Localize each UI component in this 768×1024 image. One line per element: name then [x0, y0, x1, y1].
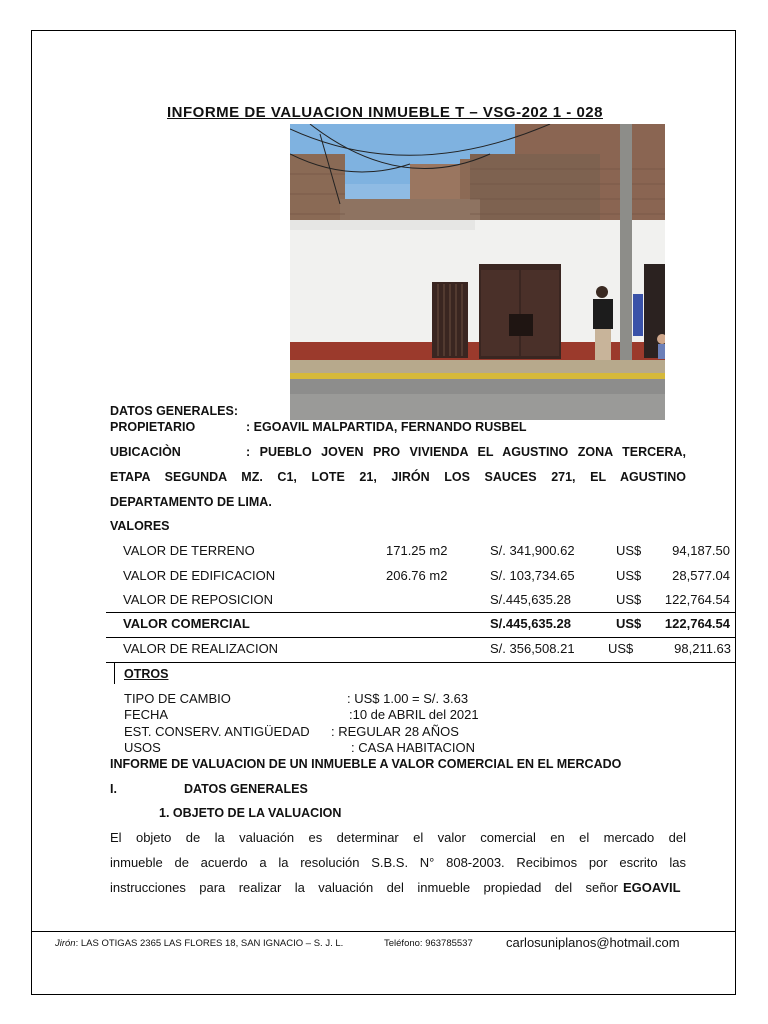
- footer-phone: Teléfono: 963785537: [384, 938, 473, 949]
- conservation-label: EST. CONSERV. ANTIGÜEDAD: [124, 724, 310, 739]
- use-value: : CASA HABITACION: [351, 740, 476, 755]
- report-heading: INFORME DE VALUACION DE UN INMUEBLE A VALOR COMERCIAL EN EL MERCADO: [110, 757, 622, 771]
- paragraph-line-3: instrucciones para realizar la valuación del inmueble propiedad del señor: [110, 880, 618, 895]
- value-row-reposicion: [106, 589, 736, 611]
- value-soles: S/. 103,734.65: [490, 568, 575, 583]
- value-usd: 98,211.63: [674, 641, 731, 656]
- footer-email: carlosuniplanos@hotmail.com: [506, 935, 680, 950]
- paragraph-line-2: inmueble de acuerdo a la resolución S.B.S. N° 808-2003. Recibimos por escrito las: [110, 855, 686, 870]
- value-currency: US$: [616, 543, 642, 558]
- document-title: INFORME DE VALUACION INMUEBLE T – VSG-202 1 - 028: [167, 104, 603, 121]
- exchange-label: TIPO DE CAMBIO: [124, 691, 231, 706]
- owner-label: PROPIETARIO: [110, 420, 196, 434]
- location-line-2: ETAPA SEGUNDA MZ. C1, LOTE 21, JIRÓN LOS SAUCES 271, EL AGUSTINO: [110, 470, 686, 484]
- property-photo: [290, 124, 665, 420]
- value-usd: 28,577.04: [672, 568, 730, 583]
- value-area: 171.25 m2: [386, 543, 448, 558]
- subsection-title: 1. OBJETO DE LA VALUACION: [159, 806, 342, 820]
- value-row-comercial: [106, 613, 736, 635]
- owner-value: : EGOAVIL MALPARTIDA, FERNANDO RUSBEL: [246, 420, 527, 434]
- section-title: DATOS GENERALES: [184, 782, 308, 796]
- location-line-3: DEPARTAMENTO DE LIMA.: [110, 495, 272, 509]
- value-soles: S/.445,635.28: [490, 616, 571, 631]
- footer-address-label: Jirón: [55, 938, 76, 949]
- value-currency: US$: [608, 641, 634, 656]
- value-row-edificacion: [106, 565, 736, 587]
- value-label: VALOR DE TERRENO: [123, 543, 255, 558]
- value-row-terreno: [106, 540, 736, 562]
- conservation-value: : REGULAR 28 AÑOS: [331, 724, 459, 739]
- paragraph-line-1: El objeto de la valuación es determinar el valor comercial en el mercado del: [110, 830, 686, 845]
- value-currency: US$: [616, 616, 642, 631]
- use-label: USOS: [124, 740, 161, 755]
- value-usd: 122,764.54: [664, 616, 730, 631]
- footer-divider: [31, 931, 736, 932]
- footer-address: [55, 938, 343, 949]
- location-line-1: : PUEBLO JOVEN PRO VIVIENDA EL AGUSTINO ZONA TERCERA,: [246, 445, 686, 459]
- value-currency: US$: [616, 592, 642, 607]
- date-value: :10 de ABRIL del 2021: [349, 707, 479, 722]
- value-area: 206.76 m2: [386, 568, 448, 583]
- footer-address-text: : LAS OTIGAS 2365 LAS FLORES 18, SAN IGNACIO – S. J. L.: [75, 938, 344, 949]
- section-number: I.: [110, 782, 117, 796]
- value-label: VALOR COMERCIAL: [123, 616, 250, 631]
- value-label: VALOR DE EDIFICACION: [123, 568, 276, 583]
- location-label: UBICACIÒN: [110, 445, 181, 459]
- paragraph-line-3-bold: EGOAVIL: [623, 880, 681, 895]
- value-soles: S/.445,635.28: [490, 592, 571, 607]
- value-usd: 122,764.54: [664, 592, 730, 607]
- value-soles: S/. 356,508.21: [490, 641, 575, 656]
- others-heading: OTROS: [124, 667, 169, 681]
- value-row-realizacion: [106, 638, 736, 660]
- value-usd: 94,187.50: [672, 543, 730, 558]
- value-soles: S/. 341,900.62: [490, 543, 575, 558]
- general-heading: DATOS GENERALES:: [110, 404, 239, 418]
- value-label: VALOR DE REALIZACION: [123, 641, 279, 656]
- value-label: VALOR DE REPOSICION: [123, 592, 274, 607]
- table-divider: [106, 662, 736, 663]
- date-label: FECHA: [124, 707, 169, 722]
- exchange-value: : US$ 1.00 = S/. 3.63: [347, 691, 469, 706]
- table-divider-vertical: [114, 662, 115, 684]
- value-currency: US$: [616, 568, 642, 583]
- values-heading: VALORES: [110, 519, 170, 533]
